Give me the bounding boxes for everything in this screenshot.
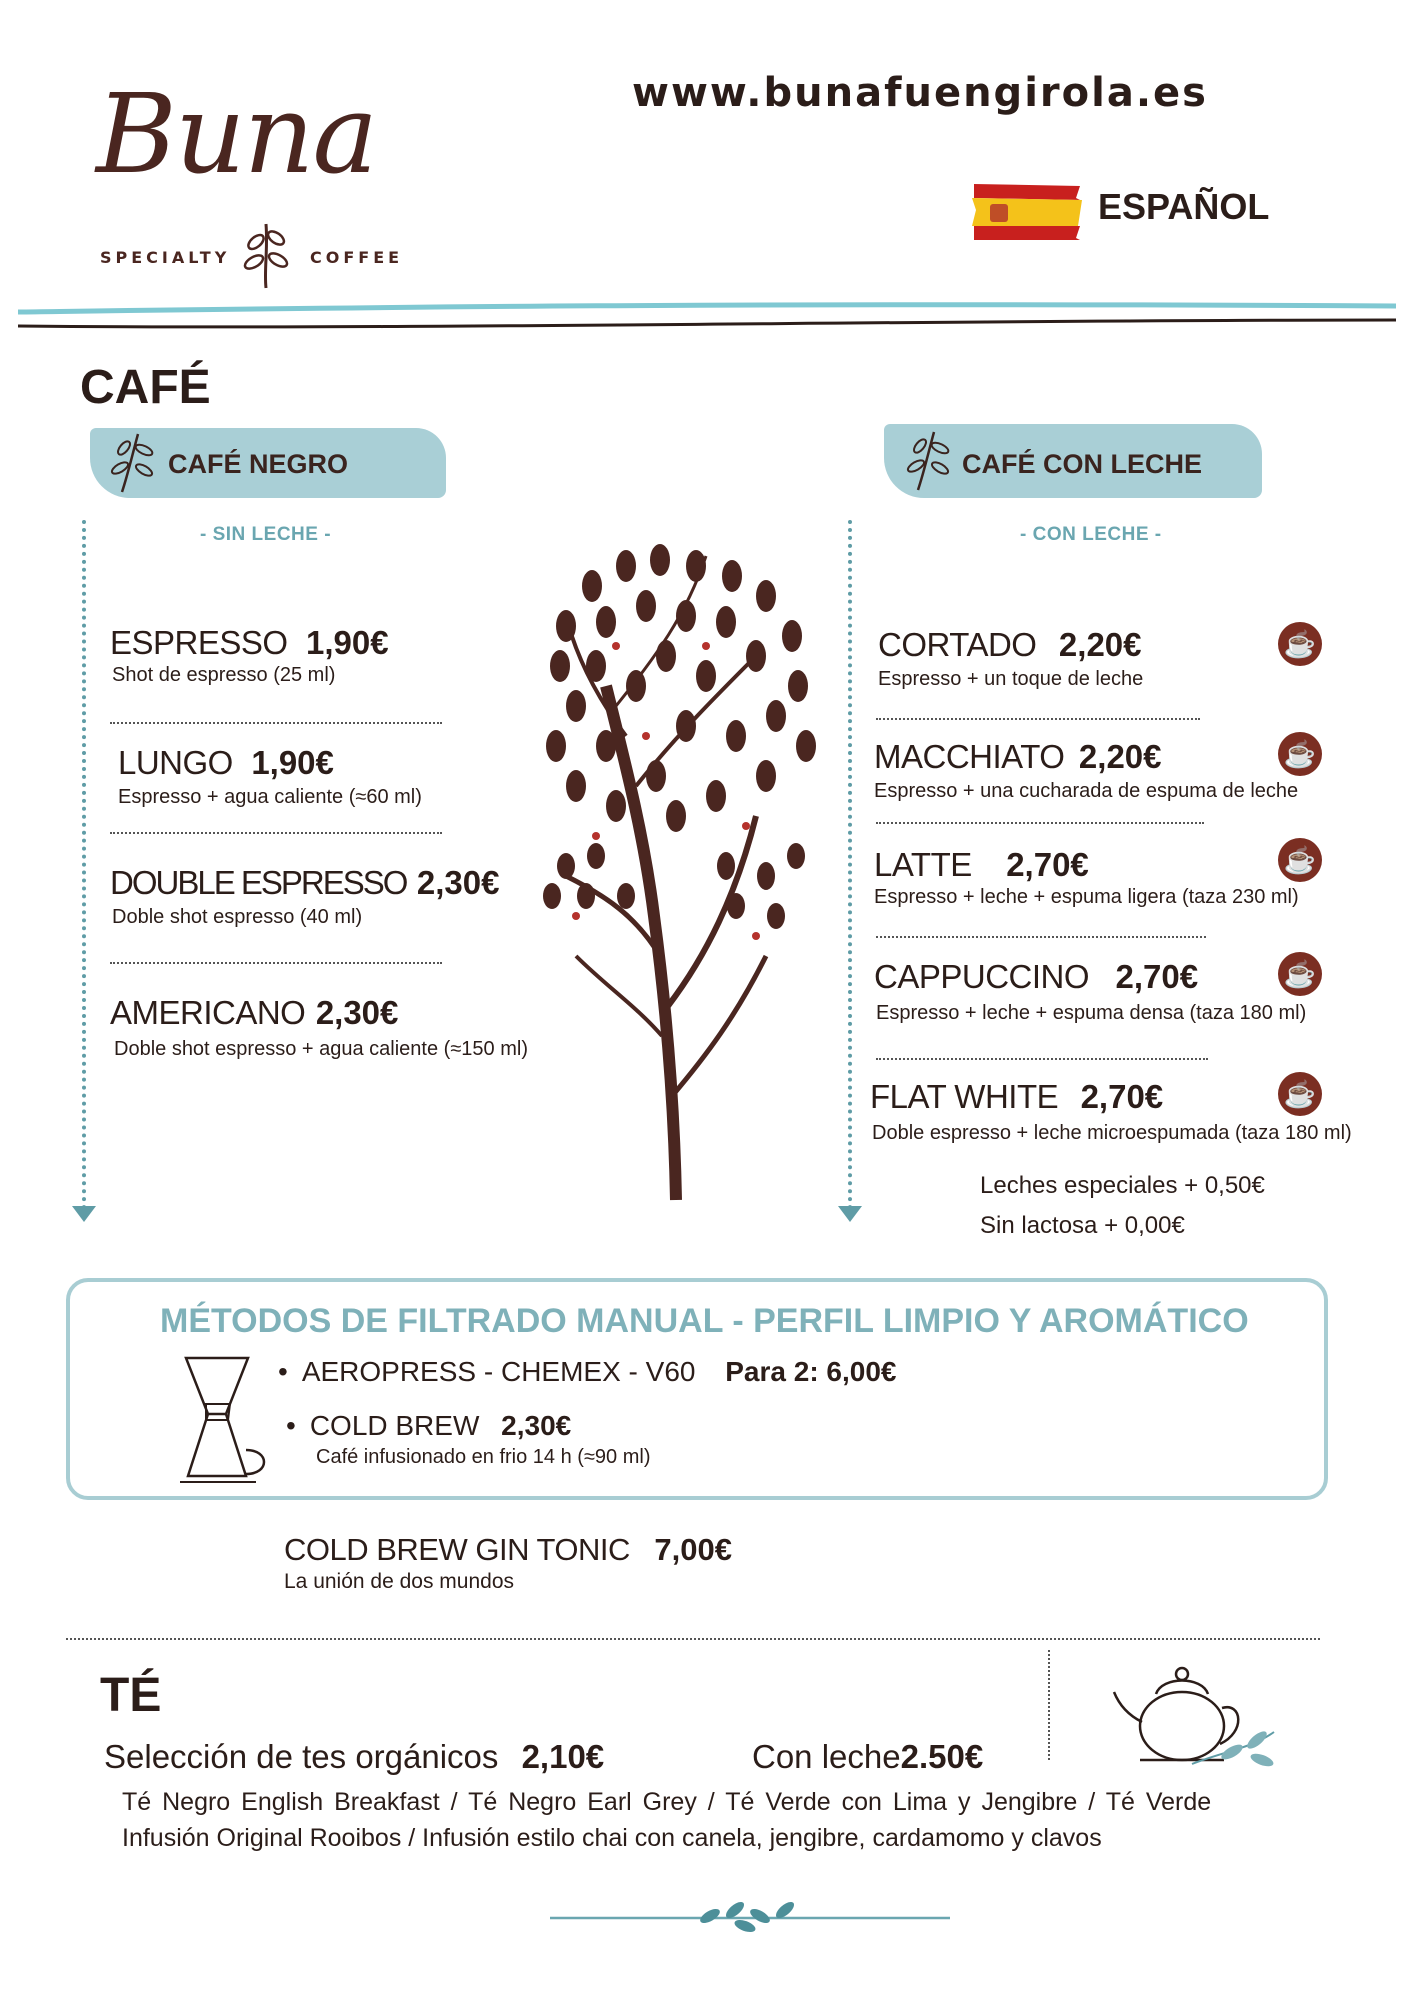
item-name: MACCHIATO bbox=[874, 738, 1065, 775]
logo-tagline-right: COFFEE bbox=[310, 248, 404, 267]
item-price: 2,70€ bbox=[1006, 846, 1089, 883]
coffee-bean-tree-icon bbox=[536, 536, 836, 1206]
right-dotted-arrow bbox=[848, 520, 852, 1210]
cold-brew-price: 2,30€ bbox=[501, 1410, 572, 1441]
item-price: 2,20€ bbox=[1058, 626, 1142, 663]
filtrado-title: MÉTODOS DE FILTRADO MANUAL - PERFIL LIMPIO Y AROMÁTICO bbox=[160, 1302, 1249, 1340]
menu-item-double-espresso bbox=[110, 864, 500, 902]
item-price: 7,00€ bbox=[654, 1532, 732, 1567]
milk-jug-icon: ☕ bbox=[1278, 952, 1322, 996]
menu-item-cappuccino bbox=[874, 958, 1198, 996]
te-seleccion bbox=[104, 1738, 604, 1776]
spain-flag-icon bbox=[970, 180, 1084, 244]
cafe-negro-label: CAFÉ NEGRO bbox=[168, 449, 349, 479]
divider bbox=[876, 936, 1206, 938]
logo-wordmark: Buna bbox=[96, 70, 377, 198]
divider bbox=[876, 1058, 1208, 1060]
cold-brew-description: Café infusionado en frio 14 h (≈90 ml) bbox=[316, 1446, 651, 1468]
extra-sin-lactosa: Sin lactosa + 0,00€ bbox=[980, 1212, 1185, 1239]
item-name: COLD BREW GIN TONIC bbox=[284, 1532, 630, 1567]
menu-item-latte bbox=[874, 846, 1089, 884]
item-name: FLAT WHITE bbox=[870, 1078, 1059, 1115]
menu-item-espresso bbox=[110, 624, 389, 662]
menu-item-flat-white bbox=[870, 1078, 1163, 1116]
item-price: 2,70€ bbox=[1080, 1078, 1164, 1115]
milk-jug-icon: ☕ bbox=[1278, 838, 1322, 882]
sin-leche-label: - SIN LECHE - bbox=[200, 524, 332, 545]
item-description: Espresso + un toque de leche bbox=[878, 668, 1144, 690]
coffee-branch-icon bbox=[904, 428, 956, 492]
divider bbox=[110, 832, 442, 834]
website-link[interactable]: www.bunafuengirola.es bbox=[632, 70, 1208, 116]
item-name: LATTE bbox=[874, 846, 972, 883]
item-price: 1,90€ bbox=[251, 744, 334, 781]
con-leche-label: - CON LECHE - bbox=[1020, 524, 1162, 545]
menu-item-lungo bbox=[118, 744, 334, 782]
filtrado-methods-item: • AEROPRESS - CHEMEX - V60 Para 2: 6,00€ bbox=[278, 1356, 897, 1387]
item-name: CORTADO bbox=[878, 626, 1037, 663]
item-description: Doble shot espresso + agua caliente (≈150 ml) bbox=[114, 1038, 528, 1060]
teapot-icon bbox=[1112, 1652, 1282, 1782]
methods-price: Para 2: 6,00€ bbox=[725, 1356, 897, 1387]
coffee-branch-icon bbox=[108, 430, 160, 494]
con-leche-text: Con leche bbox=[752, 1738, 901, 1775]
item-name: CAPPUCCINO bbox=[874, 958, 1090, 995]
seleccion-price: 2,10€ bbox=[521, 1738, 605, 1775]
milk-jug-icon: ☕ bbox=[1278, 1072, 1322, 1116]
item-price: 2,20€ bbox=[1078, 738, 1162, 775]
item-name: ESPRESSO bbox=[110, 624, 288, 661]
item-description: Doble shot espresso (40 ml) bbox=[112, 906, 363, 928]
item-description: Shot de espresso (25 ml) bbox=[112, 664, 336, 686]
cold-brew-item: • COLD BREW 2,30€ bbox=[286, 1410, 572, 1441]
item-description: Espresso + agua caliente (≈60 ml) bbox=[118, 786, 422, 808]
arrow-down-icon bbox=[72, 1206, 96, 1222]
milk-jug-icon: ☕ bbox=[1278, 732, 1322, 776]
item-name: AMERICANO bbox=[110, 994, 306, 1031]
divider bbox=[876, 718, 1200, 720]
arrow-down-icon bbox=[838, 1206, 862, 1222]
divider bbox=[110, 962, 442, 964]
item-description: Doble espresso + leche microespumada (taza 180 ml) bbox=[872, 1122, 1352, 1144]
coffee-branch-icon bbox=[238, 220, 294, 290]
seleccion-text: Selección de tes orgánicos bbox=[104, 1738, 499, 1775]
item-price: 2,30€ bbox=[315, 994, 399, 1031]
te-list-line-1: Té Negro English Breakfast / Té Negro Earl Grey / Té Verde con Lima y Jengibre / Té Verde bbox=[122, 1788, 1212, 1816]
item-price: 2,70€ bbox=[1115, 958, 1199, 995]
chemex-icon bbox=[176, 1354, 272, 1486]
item-description: Espresso + leche + espuma ligera (taza 230 ml) bbox=[874, 886, 1299, 908]
footer-ornament bbox=[540, 1896, 960, 1940]
logo bbox=[96, 70, 436, 290]
header-divider bbox=[18, 300, 1396, 340]
left-dotted-arrow bbox=[82, 520, 86, 1210]
cold-brew-name: COLD BREW bbox=[309, 1410, 480, 1441]
item-price: 1,90€ bbox=[306, 624, 389, 661]
item-name: DOUBLE ESPRESSO bbox=[110, 864, 407, 901]
logo-tagline-left: SPECIALTY bbox=[100, 248, 231, 267]
item-price: 2,30€ bbox=[416, 864, 500, 901]
item-name: LUNGO bbox=[118, 744, 233, 781]
divider bbox=[110, 722, 442, 724]
cafe-con-leche-label: CAFÉ CON LECHE bbox=[962, 449, 1203, 479]
menu-item-cortado bbox=[878, 626, 1142, 664]
milk-jug-icon: ☕ bbox=[1278, 622, 1322, 666]
menu-item-macchiato bbox=[874, 738, 1162, 776]
te-list-line-2: Infusión Original Rooibos / Infusión estilo chai con canela, jengibre, cardamomo y clavos bbox=[122, 1824, 1102, 1852]
cafe-section-title: CAFÉ bbox=[80, 361, 211, 414]
con-leche-price: 2.50€ bbox=[900, 1738, 984, 1775]
menu-item-gin-tonic bbox=[284, 1532, 732, 1568]
item-description: La unión de dos mundos bbox=[284, 1570, 515, 1593]
item-description: Espresso + una cucharada de espuma de leche bbox=[874, 780, 1299, 802]
item-description: Espresso + leche + espuma densa (taza 180 ml) bbox=[876, 1002, 1307, 1024]
te-section-title: TÉ bbox=[100, 1669, 162, 1722]
methods-text: AEROPRESS - CHEMEX - V60 bbox=[301, 1356, 696, 1387]
language-selector[interactable]: ESPAÑOL bbox=[1098, 186, 1270, 227]
divider bbox=[876, 822, 1204, 824]
menu-item-americano bbox=[110, 994, 398, 1032]
vertical-divider bbox=[1048, 1650, 1050, 1760]
te-con-leche bbox=[752, 1738, 983, 1776]
divider bbox=[66, 1638, 1320, 1640]
extra-leches-especiales: Leches especiales + 0,50€ bbox=[980, 1172, 1265, 1199]
